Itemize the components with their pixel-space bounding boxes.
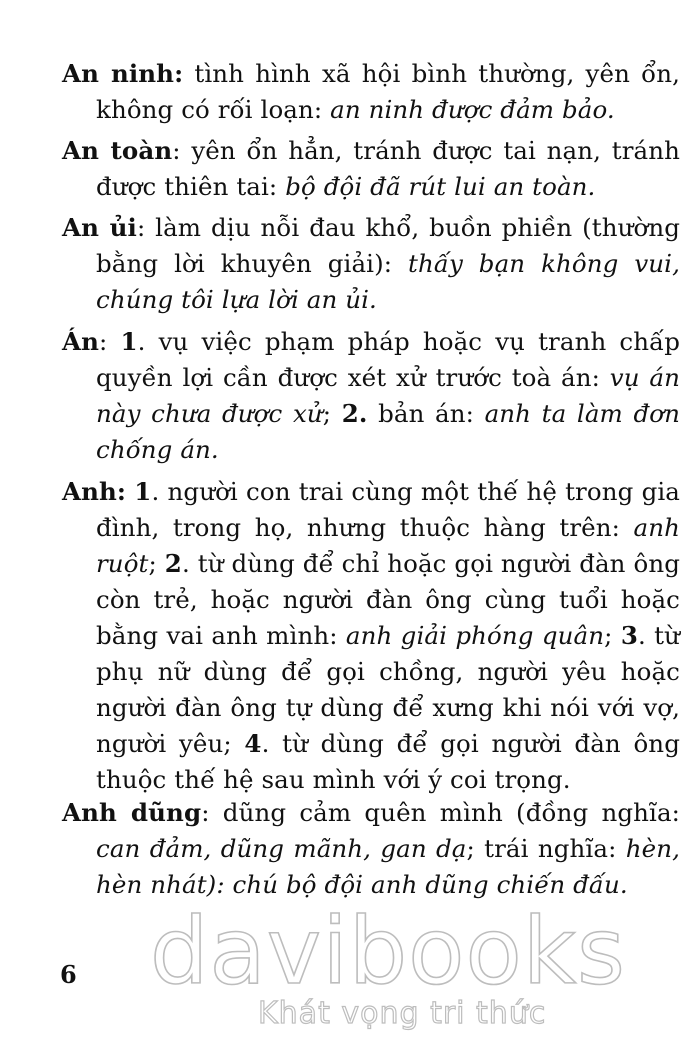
definition-text: : yên ổn hẳn, tránh được tai nạn, tránh được thiên tai: (96, 136, 680, 201)
dictionary-entry (62, 474, 680, 798)
entry-headword: Anh: (62, 477, 127, 506)
dictionary-entry (62, 56, 680, 128)
definition-text: : làm dịu nỗi đau khổ, buồn phiền (thường bằng lời khuyên giải): (96, 213, 680, 278)
page-number: 6 (60, 960, 77, 989)
entry-headword: An ủi (62, 213, 137, 242)
entry-headword: Anh dũng (62, 798, 202, 827)
definition-text: : (99, 327, 121, 356)
example-text: anh ta làm đơn chống án. (96, 399, 680, 464)
definition-text: ; (148, 549, 165, 578)
example-text: an ninh được đảm bảo. (330, 95, 615, 124)
example-text: hèn, hèn nhát): chú bộ đội anh dũng chiến đấu. (96, 834, 680, 899)
definition-text: . người con trai cùng một thế hệ trong gia đình, trong họ, nhưng thuộc hàng trên: (96, 477, 680, 542)
watermark-slogan: Khát vọng tri thức (258, 996, 547, 1031)
watermark-logo: davibooks (150, 898, 626, 1005)
definition-text: . từ dùng để gọi người đàn ông thuộc thế hệ sau mình với ý coi trọng. (96, 729, 680, 794)
definition-text: : dũng cảm quên mình (đồng nghĩa: (201, 798, 681, 827)
sense-number: 2 (164, 549, 182, 578)
definition-text: . vụ việc phạm pháp hoặc vụ tranh chấp quyền lợi cần được xét xử trước toà án: (96, 327, 680, 392)
dictionary-entry (62, 210, 680, 318)
definition-text: tình hình xã hội bình thường, yên ổn, không có rối loạn: (96, 59, 680, 124)
definition-text: ; (322, 399, 342, 428)
definition-text: . từ dùng để chỉ hoặc gọi người đàn ông còn trẻ, hoặc người đàn ông cùng tuổi hoặc bằng vai anh mình: (96, 549, 681, 650)
example-text: bộ đội đã rút lui an toàn. (285, 172, 596, 201)
sense-number: 1 (134, 477, 152, 506)
sense-number: 1 (120, 327, 138, 356)
example-text: anh ruột (96, 513, 680, 578)
entry-headword: Án (62, 327, 100, 356)
example-text: anh giải phóng quân (345, 621, 605, 650)
definition-text: ; (604, 621, 621, 650)
definition-text: ; trái nghĩa: (466, 834, 626, 863)
example-text: can đảm, dũng mãnh, gan dạ (96, 834, 467, 863)
example-text: thấy bạn không vui, chúng tôi lựa lời an ủi. (96, 249, 680, 314)
sense-number: 2. (341, 399, 368, 428)
example-text: vụ án này chưa được xử (96, 363, 680, 428)
sense-number: 4 (244, 729, 262, 758)
dictionary-entry (62, 795, 680, 903)
definition-text: . từ phụ nữ dùng để gọi chồng, người yêu hoặc người đàn ông tự dùng để xưng khi nói với vợ, người yêu; (96, 621, 681, 758)
entry-headword: An ninh: (62, 59, 184, 88)
entry-headword: An toàn (62, 136, 173, 165)
dictionary-entry (62, 324, 680, 468)
definition-text: bản án: (367, 399, 485, 428)
sense-number: 3 (620, 621, 638, 650)
dictionary-entry (62, 133, 680, 205)
